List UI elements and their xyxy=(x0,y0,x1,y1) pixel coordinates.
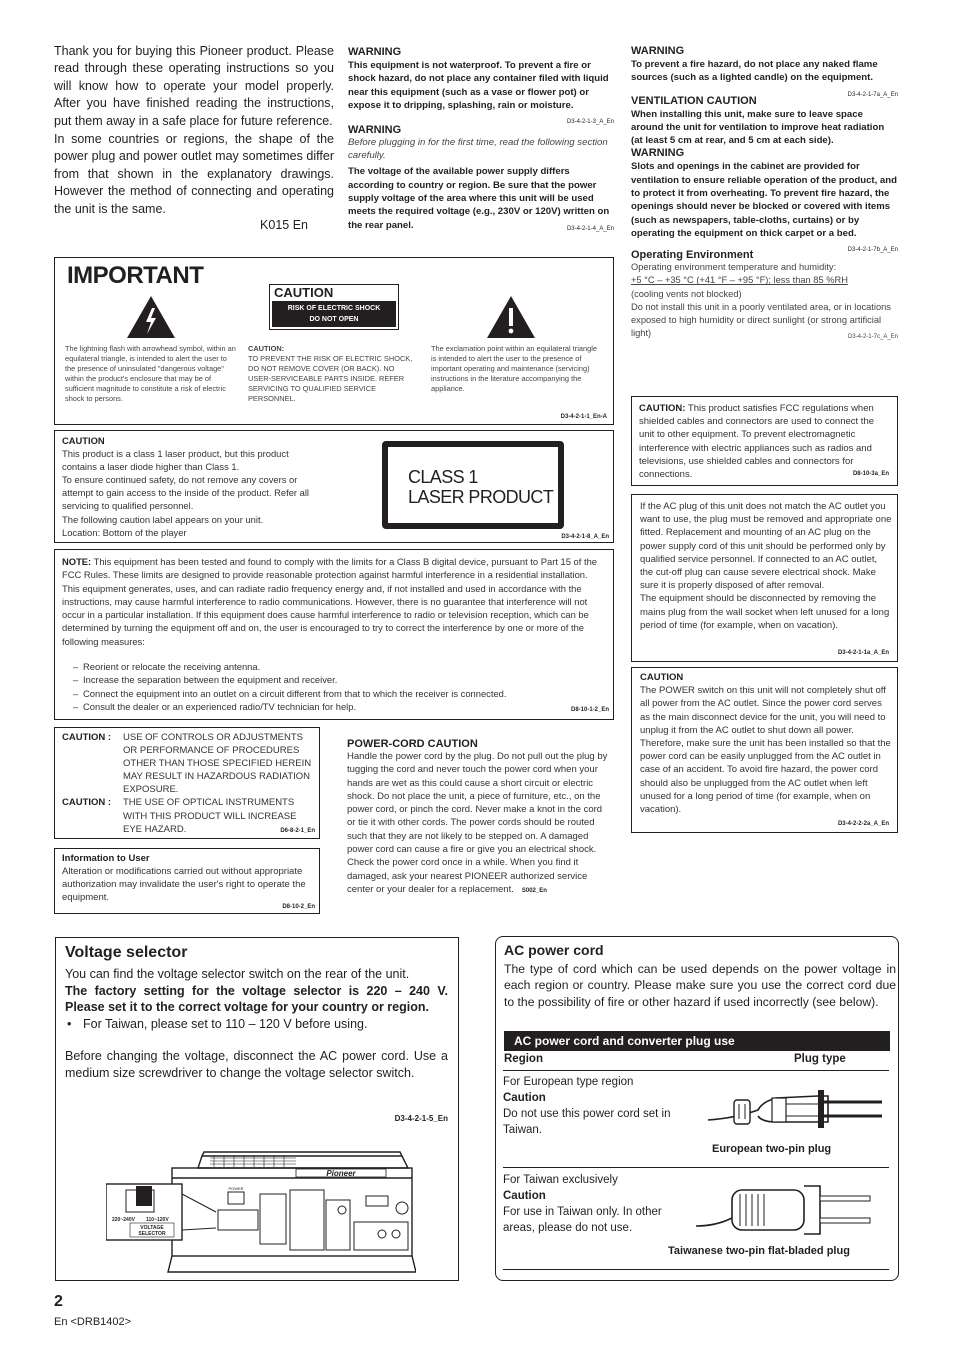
table-row: For European type region Caution Do not use this power cord set in Taiwan. xyxy=(503,1076,671,1136)
important-title: IMPORTANT xyxy=(67,262,204,289)
power-cord-caution xyxy=(347,738,613,898)
exclamation-description: The exclamation point within an equilateral triangle is intended to alert the user to the presence of important operating and maintenance (servicing) instructions in the literature accompanying the appliance. xyxy=(431,344,597,393)
warning-water-text: This equipment is not waterproof. To prevent a fire or shock hazard, do not place any container filed with liquid near this equipment (such as a vase or flower pot) or expose it to dripping, splashing, rain or moisture. D3-4-2-1-3_A_En xyxy=(348,60,614,126)
power-label: POWER xyxy=(228,1186,244,1191)
selector-caption-1: VOLTAGE xyxy=(140,1225,164,1231)
table-divider xyxy=(503,1070,889,1071)
ac-cord-title: AC power cord xyxy=(504,942,604,958)
laser-label-line1: CLASS 1 xyxy=(408,467,478,487)
voltage-title: Voltage selector xyxy=(65,944,188,961)
european-plug-icon xyxy=(706,1082,886,1138)
ventilation-title: VENTILATION CAUTION xyxy=(631,94,757,107)
intro-code: K015 En xyxy=(260,218,308,233)
fcc-note-box xyxy=(54,549,614,720)
power-switch-text: CAUTION The POWER switch on this unit will not completely shut off all power from the AC outlet. Since the power cord serves as the main disconnect device for the unit, you will need to unplug it from the AC outlet to shut down all power. Therefore, make sure the unit has been installed so that the power cord can be easily unplugged from the AC outlet in case of an accident. To avoid fire hazard, the power cord should also be unplugged from the AC outlet when left unused for a long period of time (for example, when on vacation). xyxy=(640,672,891,816)
power-switch-code: D3-4-2-2-2a_A_En xyxy=(837,821,889,827)
important-box xyxy=(54,257,614,425)
ventilation-text: When installing this unit, make sure to leave space around the unit for ventilation to improve heat radiation (at least 5 cm at rear, and 5 cm at each side). xyxy=(631,108,885,147)
operating-env-title: Operating Environment xyxy=(631,249,754,262)
european-plug-label: European two-pin plug xyxy=(712,1143,832,1155)
intro-paragraph-2: In some countries or regions, the shape of the power plug and power outlet may sometimes differ from that shown in the explanatory drawings. However the method of connecting and operating the unit is the same. xyxy=(54,132,334,216)
fcc-caution-box xyxy=(631,396,898,486)
fcc-caution-text: CAUTION: This product satisfies FCC regulations when shielded cables and connectors are used to connect the unit to other equipment. To prevent electromagnetic interference with electric appliances such as radios and televisions, use shielded cables and connectors for connections. xyxy=(639,403,875,481)
caution-controls-code: D6-8-2-1_En xyxy=(280,828,315,834)
list-item: – Consult the dealer or an experienced radio/TV technician for help. xyxy=(67,700,597,713)
power-cord-text: Handle the power cord by the plug. Do not pull out the plug by tugging the cord and never touch the power cord when your hands are wet as this could cause a short circuit or electric shock. Do not place the unit, a piece of furniture, etc., on the power cord, or pinch the cord. Never make a knot in the cord or tie it with other cords. The power cords should be routed such that they are not likely to be stepped on. A damaged power cord can cause a fire or give you an electrical shock. Check the power cord once in a while. When you find it damaged, ask your nearest PIONEER authorized service center or your dealer for a replacement. S002_En xyxy=(347,751,608,895)
taiwanese-plug-icon xyxy=(694,1176,884,1242)
info-user-text: Information to User Alteration or modifications carried out without appropriate authorization may invalidate the user's right to operate the equipment. xyxy=(62,853,306,904)
warning-voltage-title: WARNING xyxy=(348,124,402,137)
ac-plug-text: If the AC plug of this unit does not match the AC outlet you want to use, the plug must be removed and appropriate one fitted. Replacement and mounting of an AC plug on the power supply cord of this unit should be performed only by qualified service personnel. If connected to an AC outlet, the cut-off plug can cause severe electrical shock. Make sure it is properly disposed of after removal. The equipment should be disconnected by removing the mains plug from the wall socket when left unused for a long period of time (for example, when on vacation). xyxy=(640,501,892,631)
laser-code: D3-4-2-1-8_A_En xyxy=(561,534,609,540)
info-user-box xyxy=(54,848,320,914)
ac-plug-box xyxy=(631,494,898,662)
caution-description: CAUTION: TO PREVENT THE RISK OF ELECTRIC SHOCK, DO NOT REMOVE COVER (OR BACK). NO USER-SERVICEABLE PARTS INSIDE. REFER SERVICING TO QUALIFIED SERVICE PERSONNEL. xyxy=(248,344,413,403)
intro-text xyxy=(54,43,334,232)
fcc-measures-list xyxy=(67,660,597,713)
column-region: Region xyxy=(504,1053,543,1065)
laser-text: CAUTION This product is a class 1 laser product, but this product contains a laser diode higher than Class 1. To ensure continued safety, do not remove any covers or attempt to gain access to the inside of the product. Refer all servicing to qualified personnel. The following caution label appears on your unit. Location: Bottom of the player xyxy=(62,435,310,538)
exclamation-icon xyxy=(485,294,537,340)
middle-warnings xyxy=(348,46,614,236)
ac-plug-code: D3-4-2-1-1a_A_En xyxy=(837,650,889,656)
laser-label xyxy=(382,441,564,529)
lightning-description: The lightning flash with arrowhead symbol, within an equilateral triangle, is intended to alert the user to the presence of uninsulated "dangerous voltage" within the product's enclosure that may be of sufficient magnitude to constitute a risk of electric shock to persons. xyxy=(65,344,236,403)
table-divider xyxy=(503,1167,889,1168)
lightning-icon xyxy=(125,294,177,340)
important-code: D3-4-2-1-1_En-A xyxy=(560,414,607,420)
warning-flame-title: WARNING xyxy=(631,45,685,57)
column-plug-type: Plug type xyxy=(794,1053,846,1065)
intro-paragraph-1: Thank you for buying this Pioneer product. Please read through these operating instructions so you will know how to operate your model properly. After you have finished reading the instructions, put them away in a safe place for future reference. xyxy=(54,44,334,128)
caution-controls-text: CAUTION : USE OF CONTROLS OR ADJUSTMENTS OR PERFORMANCE OF PROCEDURES OTHER THAN THOSE SPECIFIED HEREIN MAY RESULT IN HAZARDOUS RADIATION EXPOSURE. CAUTION : THE USE OF OPTICAL INSTRUMENTS WITH THIS PRODUCT WILL INCREASE EYE HAZARD. xyxy=(62,732,312,835)
list-item: – Connect the equipment into an outlet on a circuit different from that to which the receiver is connected. xyxy=(67,687,597,700)
laser-label-line2: LASER PRODUCT xyxy=(408,487,554,507)
rear-panel-drawing xyxy=(106,1150,416,1276)
warning-slots-title: WARNING xyxy=(631,147,685,160)
warning-voltage-italic: Before plugging in for the first time, read the following section carefully. xyxy=(348,137,608,161)
caution-controls-box xyxy=(54,727,320,839)
selector-caption-2: SELECTOR xyxy=(138,1231,166,1237)
taiwanese-plug-label: Taiwanese two-pin flat-bladed plug xyxy=(668,1245,850,1257)
laser-box xyxy=(54,430,614,543)
warning-slots-text: Slots and openings in the cabinet are provided for ventilation to ensure reliable operation of the product, and to protect it from overheating. To prevent fire hazard, the openings should never be blocked or covered with items (such as newspapers, table-cloths, curtains) or by operating the equipment on thick carpet or a bed. D3-4-2-1-7b_A_En xyxy=(631,161,898,254)
warning-water-title: WARNING xyxy=(348,46,402,58)
warning-flame-text: To prevent a fire hazard, do not place any naked flame sources (such as a lighted candle) on the equipment. D3-4-2-1-7a_A_En xyxy=(631,59,898,98)
list-item: – Increase the separation between the equipment and receiver. xyxy=(67,673,597,686)
fcc-code: D8-10-1-2_En xyxy=(570,707,609,713)
ac-cord-bar: AC power cord and converter plug use xyxy=(504,1031,890,1051)
list-item: – Reorient or relocate the receiving antenna. xyxy=(67,660,597,673)
page-number: 2 xyxy=(54,1293,63,1310)
right-warnings xyxy=(631,45,898,344)
pioneer-logo: Pioneer xyxy=(326,1169,356,1178)
caution-label: CAUTION RISK OF ELECTRIC SHOCK DO NOT OPEN xyxy=(269,284,399,330)
table-row: For Taiwan exclusively Caution For use in Taiwan only. In other areas, please do not use. xyxy=(503,1174,662,1234)
selector-label-110: 110~120V xyxy=(146,1217,169,1223)
table-divider xyxy=(503,1269,889,1270)
ac-cord-text: The type of cord which can be used depends on the power voltage in each region or country. Please make sure you use the correct cord due to the possibility of fire or other hazard if used incorrectly (see below). xyxy=(504,962,896,1009)
voltage-code: D3-4-2-1-5_En xyxy=(394,1114,448,1123)
fcc-note: NOTE: This equipment has been tested and found to comply with the limits for a Class B digital device, pursuant to Part 15 of the FCC Rules. These limits are designed to provide reasonable protection against harmful interference in a residential installation. This equipment generates, uses, and can radiate radio frequency energy and, if not installed and used in accordance with the instructions, may cause harmful interference to radio communications. However, there is no guarantee that interference will not occur in a particular installation. If this equipment does cause harmful interference to radio or television reception, which can be determined by turning the equipment off and on, the user is encouraged to try to correct the interference by one or more of the following measures: xyxy=(62,556,598,647)
doc-code: En <DRB1402> xyxy=(54,1316,132,1328)
power-switch-box xyxy=(631,667,898,833)
operating-env-text: Operating environment temperature and humidity: +5 °C – +35 °C (+41 °F – +95 °F); less than 85 %RH (cooling vents not blocked) Do not install this unit in a poorly ventilated area, or in locations exposed to high humidity or direct sunlight (or strong artificial light) D3-4-2-1-7c_A_En xyxy=(631,262,898,341)
info-user-code: D8-10-2_En xyxy=(282,904,315,910)
selector-label-220: 220~240V xyxy=(112,1217,135,1223)
fcc-caution-code: D8-10-3a_En xyxy=(852,471,889,477)
voltage-selector-box xyxy=(55,937,459,1281)
power-cord-title: POWER-CORD CAUTION xyxy=(347,738,478,750)
warning-voltage-text: The voltage of the available power supply differs according to country or region. Be sure that the power supply voltage of the area where this unit will be used meets the required voltage (e.g., 230V or 120V) written on the rear panel. D3-4-2-1-4_A_En xyxy=(348,166,614,232)
voltage-text: You can find the voltage selector switch on the rear of the unit. The factory setting for the voltage selector is 220 – 240 V. Please set it to the correct voltage for your country or region. • For Taiwan, please set to 110 – 120 V before using. Before changing the voltage, disconnect the AC power cord. Use a medium size screwdriver to change the voltage selector switch. xyxy=(65,967,448,1080)
